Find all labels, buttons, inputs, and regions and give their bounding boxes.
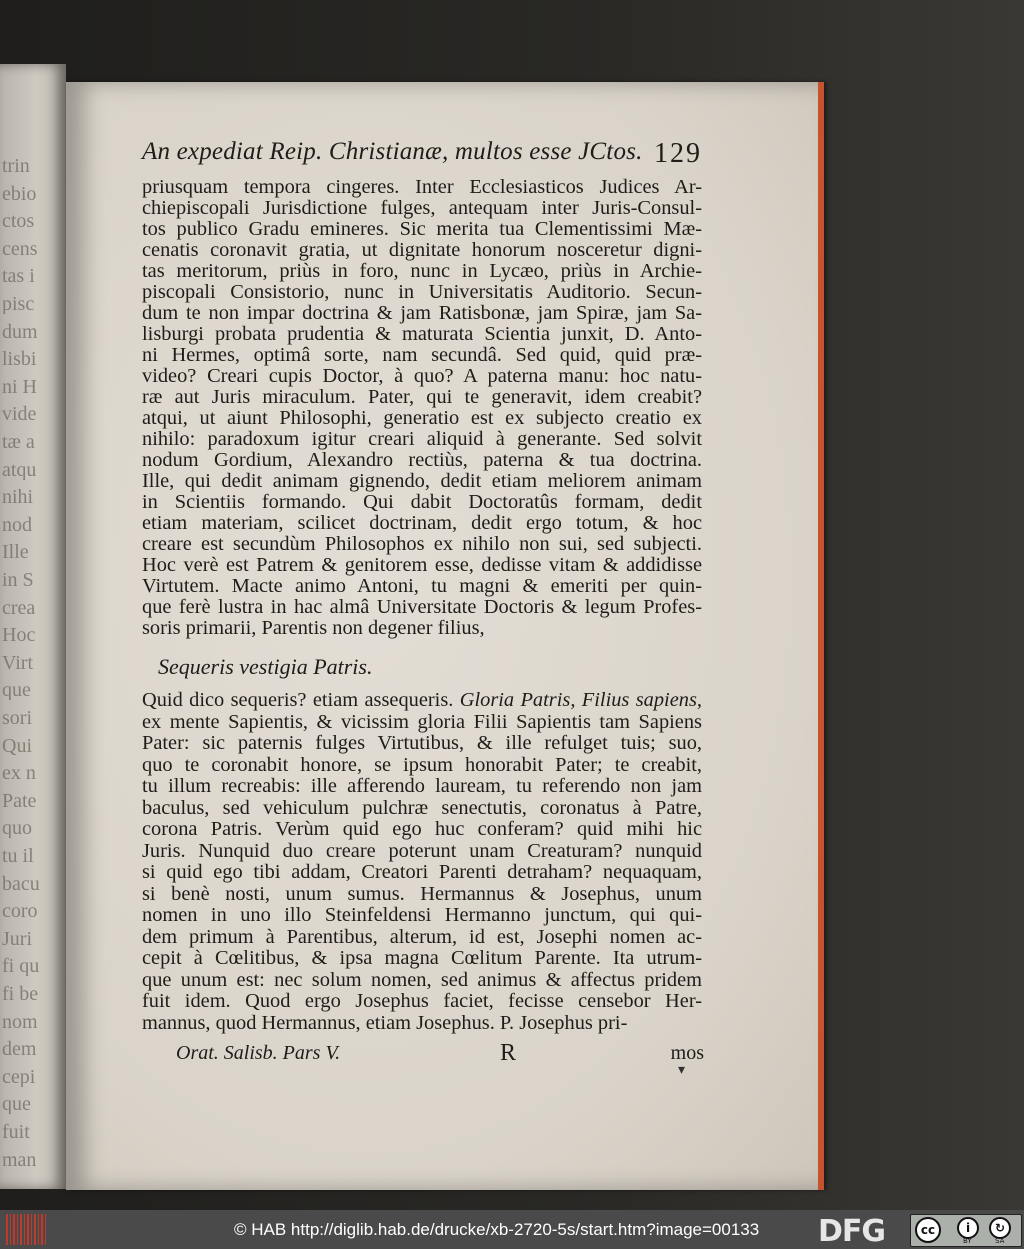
- text-line: nodum Gordium, Alexandro rectiùs, paterna & tua doctrina.: [142, 449, 702, 471]
- previous-page-fragment: nod: [2, 514, 32, 535]
- dfg-logo[interactable]: DFG: [818, 1214, 886, 1249]
- hab-barcode-icon[interactable]: [6, 1214, 46, 1245]
- previous-page-fragment: tas i: [2, 266, 35, 287]
- text-line: chiepiscopali Jurisdictione fulges, antequam inter Juris-Consul-: [142, 197, 702, 219]
- page-mark: ▾: [678, 1063, 686, 1078]
- text-line: [142, 1012, 702, 1039]
- text-line: ræ aut Juris miraculum. Pater, qui te generavit, idem creabit?: [142, 386, 702, 408]
- cc-sa-label: SA: [995, 1237, 1005, 1245]
- previous-page-fragment: fi be: [2, 984, 39, 1004]
- previous-page-fragment: sori: [2, 708, 32, 728]
- text-line: Virtutem. Macte animo Antoni, tu magni & emeriti per quin-: [142, 575, 702, 597]
- text-run: baculus, sed vehiculum pulchræ senectutis, coronatus à Patre,: [142, 796, 702, 819]
- previous-page-fragment: que: [2, 680, 31, 701]
- text-run: dem primum à Parentibus, alterum, id est, Josephi nomen ac-: [142, 925, 702, 948]
- text-run: nomen in uno illo Steinfeldensi Hermanno junctum, qui qui-: [142, 904, 702, 926]
- previous-page-fragment: bacu: [2, 873, 40, 894]
- text-run: si benè nosti, unum sumus. Hermannus & Josephus, unum: [142, 882, 702, 905]
- catchword: mos: [670, 1042, 704, 1064]
- previous-page-fragment: vide: [2, 404, 37, 425]
- sa-share-icon: ↻: [989, 1217, 1011, 1239]
- signature-note: Orat. Salisb. Pars V.: [176, 1042, 341, 1064]
- previous-page-fragment: coro: [2, 901, 38, 922]
- previous-page-edge: [0, 64, 66, 1189]
- text-line: soris primarii, Parentis non degener filius,: [142, 617, 485, 639]
- previous-page-fragment: fuit: [2, 1122, 30, 1142]
- text-line: nihilo: paradoxum igitur creari aliquid à generante. Sed solvit: [142, 428, 702, 450]
- signature-mark: R: [500, 1040, 517, 1066]
- previous-page-fragment: cens: [2, 238, 38, 259]
- text-run: corona Patris. Verùm quid ego huc conferam? quid mihi hic: [142, 818, 702, 840]
- text-run: ex mente Sapientis, & vicissim gloria Filii Sapientis tam Sapiens: [142, 710, 702, 733]
- page-header: [142, 138, 702, 174]
- previous-page-fragment: lisbi: [2, 349, 37, 370]
- page-footer: [176, 1042, 704, 1072]
- text-line: etiam materiam, scilicet doctrinam, dedit ergo totum, & hoc: [142, 512, 702, 534]
- page-number: 129: [654, 138, 702, 169]
- previous-page-fragment: ebio: [2, 183, 37, 204]
- text-line: tos publico Gradu emineres. Sic merita tua Clementissimi Mæ-: [142, 218, 702, 240]
- text-run: Quid dico sequeris? etiam assequeris.: [142, 689, 460, 711]
- text-run: fuit idem. Quod ergo Josephus faciet, fecisse censebor Her-: [142, 990, 702, 1012]
- previous-page-fragment: ex n: [2, 763, 36, 784]
- previous-page-fragment: ni H: [2, 376, 37, 397]
- previous-page-fragment: Juri: [2, 928, 32, 949]
- text-line: atqui, ut aiunt Philosophi, generatio est ex subjecto creatio ex: [142, 407, 702, 429]
- running-title: An expediat Reip. Christianæ, multos esse JCtos.: [142, 138, 643, 165]
- text-line: in Scientiis formando. Qui dabit Doctoratûs formam, dedit: [142, 491, 702, 513]
- previous-page-fragment: Virt: [2, 652, 34, 673]
- italic-run: Gloria Patris, Filius sapiens,: [459, 689, 702, 711]
- previous-page-fragment: fi qu: [2, 956, 40, 977]
- previous-page-fragment: in S: [2, 570, 34, 590]
- previous-page-fragment: pisc: [2, 294, 35, 314]
- text-line: priusquam tempora cingeres. Inter Ecclesiasticos Judices Ar-: [142, 176, 702, 198]
- previous-page-fragment: trin: [2, 156, 30, 176]
- previous-page-fragment: Hoc: [2, 625, 36, 646]
- viewer-footer-bar: [0, 1210, 1024, 1249]
- previous-page-fragment: ctos: [2, 211, 35, 232]
- text-line: cenatis coronavit gratia, ut dignitate honorum nosceretur digni-: [142, 239, 702, 261]
- cc-license-badge[interactable]: [910, 1214, 1022, 1247]
- previous-page-fragment: dum: [2, 321, 38, 342]
- previous-page-fragment: nihi: [2, 487, 34, 508]
- text-run: tu illum recreabis: ille afferendo lauream, tu referendo non jam: [142, 775, 702, 797]
- by-person-icon: i: [957, 1217, 979, 1239]
- text-line: lisburgi probata prudentia & maturata Scientia junxit, D. Anto-: [142, 323, 702, 345]
- copyright-link[interactable]: © HAB http://diglib.hab.de/drucke/xb-2720-5s/start.htm?image=00133: [234, 1220, 760, 1239]
- text-run: que unum est: nec solum nomen, sed animus & affectus pridem: [142, 968, 702, 991]
- text-run: quo te coronabit honore, se ipsum honorabit Pater; te creabit,: [142, 753, 702, 776]
- previous-page-fragment: atqu: [2, 459, 37, 480]
- previous-page-fragment: que: [2, 1094, 31, 1115]
- previous-page-fragment: tæ a: [2, 432, 35, 452]
- text-line: Hoc verè est Patrem & genitorem esse, dedisse vitam & addidisse: [142, 554, 702, 576]
- text-line: creare est secundùm Philosophos ex nihilo non sui, sed subjecti.: [142, 533, 702, 555]
- text-run: cepit à Cœlitibus, & ipsa magna Cœlitum Parente. Ita utrum-: [142, 947, 702, 969]
- text-run: mannus, quod Hermannus, etiam Josephus. P. Josephus pri-: [142, 1011, 628, 1034]
- book-page: [66, 82, 824, 1190]
- text-line: que ferè lustra in hac almâ Universitate Doctoris & legum Profes-: [142, 596, 702, 618]
- text-line: video? Creari cupis Doctor, à quo? A paterna manu: hoc natu-: [142, 365, 702, 387]
- previous-page-fragment: Ille: [2, 542, 29, 563]
- text-line: tas meritorum, priùs in foro, nunc in Lycæo, priùs in Archie-: [142, 260, 702, 282]
- text-run: Juris. Nunquid duo creare poterunt unam Creaturam? nunquid: [142, 839, 702, 862]
- previous-page-fragment: tu il: [2, 846, 34, 866]
- section-heading: Sequeris vestigia Patris.: [158, 654, 373, 679]
- previous-page-fragment: crea: [2, 597, 36, 618]
- previous-page-fragment: Pate: [2, 790, 37, 811]
- text-line: Ille, qui dedit animam gignendo, dedit etiam meliorem animam: [142, 470, 702, 492]
- text-line: dum te non impar doctrina & jam Ratisbonæ, jam Spiræ, jam Sa-: [142, 302, 702, 324]
- cc-by-label: BY: [963, 1237, 972, 1245]
- previous-page-fragment: man: [2, 1149, 37, 1170]
- cc-icon: cc: [915, 1217, 941, 1243]
- previous-page-fragment: quo: [2, 818, 32, 839]
- text-run: Pater: sic paternis fulges Virtutibus, & ille refulget tuis; suo,: [142, 732, 702, 754]
- previous-page-fragment: cepi: [2, 1066, 36, 1087]
- text-line: ni Hermes, optimâ sorte, nam secundâ. Sed quid, quid præ-: [142, 344, 702, 366]
- text-line: piscopali Consistorio, nunc in Universitatis Auditorio. Secun-: [142, 281, 702, 303]
- text-run: si quid ego tibi addam, Creatori Parenti detraham? nequaquam,: [142, 861, 702, 883]
- previous-page-fragment: dem: [2, 1039, 37, 1060]
- previous-page-fragment: Qui: [2, 735, 32, 756]
- previous-page-fragment: nom: [2, 1011, 38, 1032]
